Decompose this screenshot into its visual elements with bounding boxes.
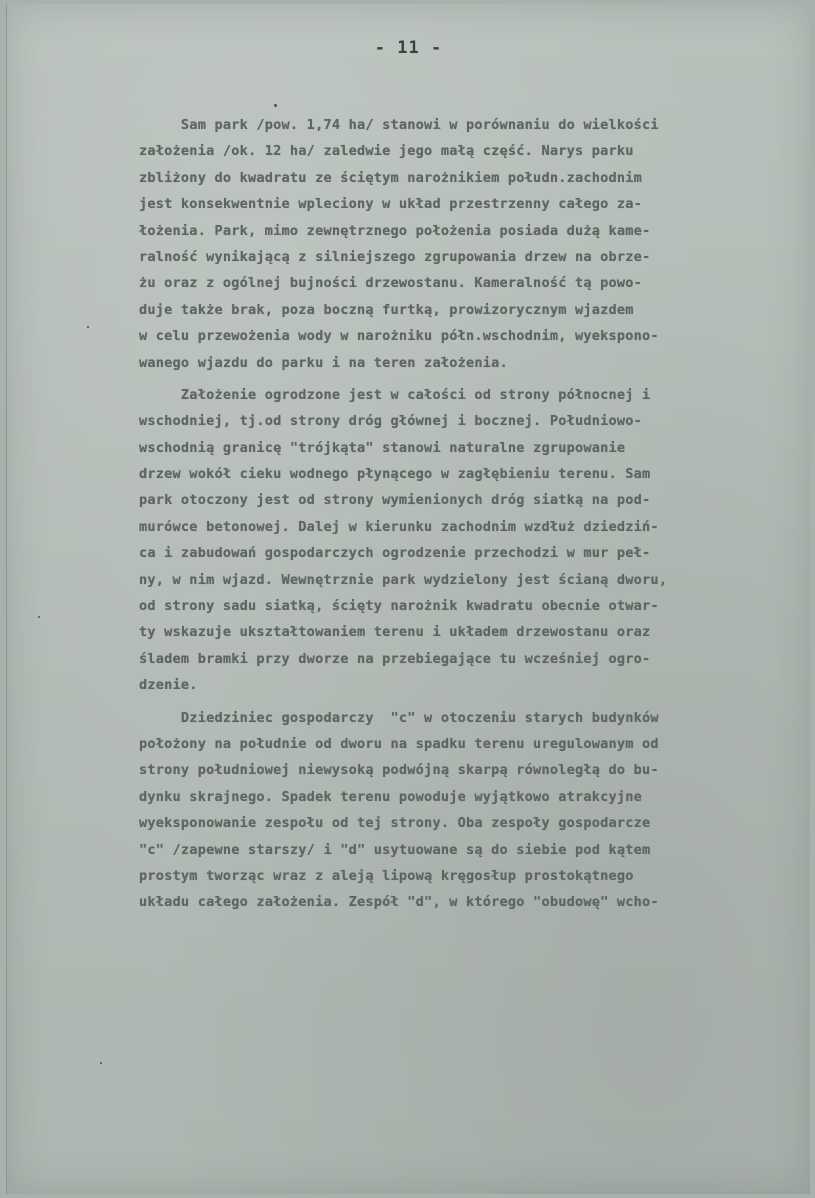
text-line: jest konsekwentnie wpleciony w układ przestrzenny całego za- [139, 196, 643, 213]
text-line: ralność wynikającą z silniejszego zgrupowania drzew na obrze- [139, 248, 651, 265]
paragraph-1 [139, 112, 784, 376]
text-line: murówce betonowej. Dalej w kierunku zachodnim wzdłuż dziedziń- [139, 518, 659, 535]
text-line: drzew wokół cieku wodnego płynącego w zagłębieniu terenu. Sam [139, 466, 651, 483]
text-line: żu oraz z ogólnej bujności drzewostanu. Kameralność tą powo- [139, 275, 643, 292]
text-line: ca i zabudowań gospodarczych ogrodzenie przechodzi w mur peł- [139, 545, 651, 562]
text-line: Sam park /pow. 1,74 ha/ stanowi w porównaniu do wielkości [139, 117, 659, 133]
text-line: śladem bramki przy dworze na przebiegające tu wcześniej ogro- [139, 650, 651, 667]
paragraph-2 [139, 382, 784, 699]
text-line: w celu przewożenia wody w narożniku półn.wschodnim, wyekspono- [139, 328, 659, 345]
text-line: dzenie. [139, 677, 198, 694]
text-line: założenia /ok. 12 ha/ zaledwie jego małą część. Narys parku [139, 143, 634, 160]
text-line: prostym tworząc wraz z aleją lipową kręgosłup prostokątnego [139, 867, 634, 884]
text-line: park otoczony jest od strony wymienionych dróg siatką na pod- [139, 492, 651, 509]
text-line: Dziedziniec gospodarczy "c" w otoczeniu starych budynków [139, 709, 659, 726]
text-line: dynku skrajnego. Spadek terenu powoduje wyjątkowo atrakcyjne [139, 788, 643, 805]
ink-speck [38, 616, 40, 618]
text-line: układu całego założenia. Zespół "d", w którego "obudowę" wcho- [139, 894, 659, 911]
text-line: wschodnią granicę "trójkąta" stanowi naturalne zgrupowanie [139, 439, 626, 456]
text-line: wyeksponowanie zespołu od tej strony. Oba zespoły gospodarcze [139, 815, 651, 832]
text-line: strony południowej niewysoką podwójną skarpą równoległą do bu- [139, 762, 659, 779]
text-line: łożenia. Park, mimo zewnętrznego położenia posiada dużą kame- [139, 222, 651, 239]
ink-speck [87, 326, 89, 328]
page-number: - 11 - [374, 38, 443, 58]
text-line: położony na południe od dworu na spadku terenu uregulowanym od [139, 735, 659, 752]
text-line: wschodniej, tj.od strony dróg głównej i bocznej. Południowo- [139, 413, 643, 430]
text-line: Założenie ogrodzone jest w całości od strony północnej i [139, 386, 651, 403]
text-line: duje także brak, poza boczną furtką, prowizorycznym wjazdem [139, 301, 634, 318]
text-line: wanego wjazdu do parku i na teren założenia. [139, 354, 508, 371]
text-line: "c" /zapewne starszy/ i "d" usytuowane są do siebie pod kątem [139, 841, 651, 858]
document-body [139, 112, 784, 916]
text-line: ty wskazuje ukształtowaniem terenu i układem drzewostanu oraz [139, 624, 651, 641]
document-page [6, 4, 810, 1194]
ink-speck [100, 1062, 102, 1064]
text-line: zbliżony do kwadratu ze ściętym narożnikiem połudn.zachodnim [139, 169, 643, 186]
text-line: od strony sadu siatką, ścięty narożnik kwadratu obecnie otwar- [139, 598, 659, 615]
text-line: ny, w nim wjazd. Wewnętrznie park wydzielony jest ścianą dworu, [139, 571, 668, 588]
paragraph-3 [139, 705, 784, 916]
ink-speck [274, 104, 277, 107]
